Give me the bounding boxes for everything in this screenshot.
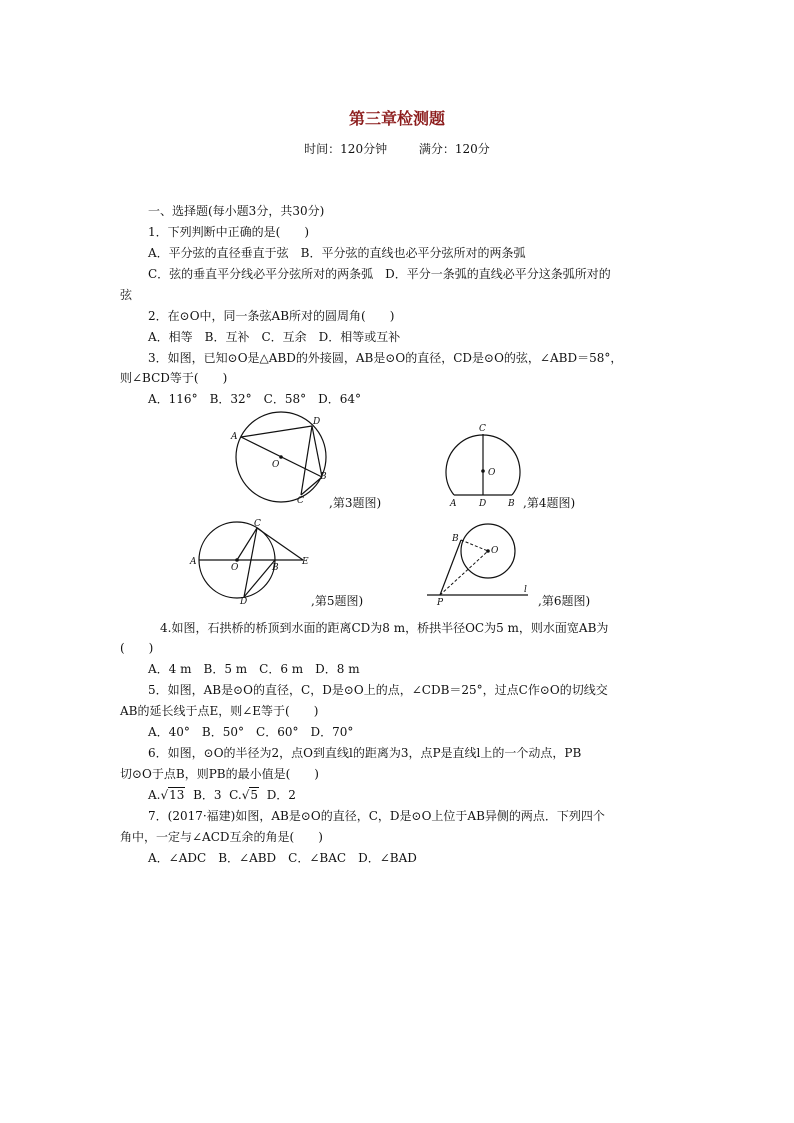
q6-options: A.√13 B．3 C.√5 D．2 xyxy=(148,788,296,802)
q4-stem-1: 4.如图，石拱桥的桥顶到水面的距离CD为8 m，桥拱半径OC为5 m，则水面宽AB为 xyxy=(160,621,609,635)
figure-3 xyxy=(225,412,335,512)
fig3-chord-dc xyxy=(301,426,312,495)
q2-stem: 2．在⊙O中，同一条弦AB所对的圆周角( ) xyxy=(148,309,395,323)
time-limit: 时间：120分钟 xyxy=(304,142,388,156)
fig5-label-a: A xyxy=(190,557,197,567)
q2-options: A．相等 B．互补 C．互余 D．相等或互补 xyxy=(148,330,401,344)
q3-stem-2: 则∠BCD等于( ) xyxy=(120,371,228,385)
q6-stem-1: 6．如图，⊙O的半径为2，点O到直线l的距离为3，点P是直线l上的一个动点，PB xyxy=(148,746,582,760)
fig5-center-dot xyxy=(235,558,239,562)
fig5-label-c: C xyxy=(254,519,261,529)
fig3-label-a: A xyxy=(231,432,238,442)
q1-options-2: C．弦的垂直平分线必平分弦所对的两条弧 D．平分一条弧的直线必平分这条弧所对的 xyxy=(148,267,611,281)
fig5-caption: ,第5题图) xyxy=(311,594,364,608)
fig5-label-d: D xyxy=(240,597,248,607)
q6-option-b: B．3 xyxy=(193,788,222,802)
fig6-tangent-pb xyxy=(440,540,461,595)
q6-option-d: D．2 xyxy=(266,788,296,802)
q5-stem-1: 5．如图，AB是⊙O的直径，C，D是⊙O上的点，∠CDB＝25°，过点C作⊙O的切线交 xyxy=(148,683,608,697)
fig6-caption: ,第6题图) xyxy=(538,594,591,608)
figure-6 xyxy=(425,520,537,606)
fig6-label-l: l xyxy=(524,585,527,595)
q7-stem-2: 角中，一定与∠ACD互余的角是( ) xyxy=(120,830,323,844)
fig4-label-d: D xyxy=(479,499,487,509)
fig5-label-o: O xyxy=(231,563,239,573)
fig4-caption: ,第4题图) xyxy=(523,496,576,510)
q6-option-a-radicand: 13 xyxy=(169,788,185,802)
q5-stem-2: AB的延长线于点E，则∠E等于( ) xyxy=(120,704,319,718)
fig6-segment-po xyxy=(440,551,488,595)
figure-4 xyxy=(445,420,525,512)
q7-options: A．∠ADC B．∠ABD C．∠BAC D．∠BAD xyxy=(148,851,417,865)
page-title: 第三章检测题 xyxy=(348,109,445,128)
q6-option-a: A. xyxy=(148,788,161,802)
time-score-line xyxy=(0,140,794,157)
fig4-label-a: A xyxy=(450,499,457,509)
fig3-chord-db xyxy=(312,426,322,477)
q6-option-c: C. xyxy=(229,788,242,802)
fig3-label-b: B xyxy=(320,472,327,482)
figure-5 xyxy=(188,517,313,605)
fig3-caption: ,第3题图) xyxy=(329,496,382,510)
q3-stem-1: 3．如图，已知⊙O是△ABD的外接圆，AB是⊙O的直径，CD是⊙O的弦，∠ABD＝58°， xyxy=(148,351,623,365)
q1-options-1: A．平分弦的直径垂直于弦 B．平分弦的直线也必平分弦所对的两条弧 xyxy=(148,246,526,260)
fig4-label-b: B xyxy=(508,499,515,509)
fig5-label-e: E xyxy=(302,557,309,567)
fig4-label-o: O xyxy=(488,468,496,478)
fig3-label-c: C xyxy=(297,496,304,506)
fig6-center-dot xyxy=(486,549,490,553)
q7-stem-1: 7．(2017·福建)如图，AB是⊙O的直径，C，D是⊙O上位于AB异侧的两点．下列四个 xyxy=(148,809,605,823)
fig6-label-b: B xyxy=(452,534,459,544)
q5-options: A．40° B．50° C．60° D．70° xyxy=(148,725,354,739)
fig3-chord-cb xyxy=(301,477,322,495)
q6-stem-2: 切⊙O于点B，则PB的最小值是( ) xyxy=(120,767,319,781)
q6-option-c-radicand: 5 xyxy=(250,788,259,802)
fig5-tangent-ce xyxy=(257,528,303,560)
q4-options: A．4 m B．5 m C．6 m D．8 m xyxy=(148,662,360,676)
fig4-center-dot xyxy=(481,469,485,473)
fig3-label-d: D xyxy=(313,417,321,427)
fig6-label-p: P xyxy=(437,598,444,608)
q1-stem: 1．下列判断中正确的是( ) xyxy=(148,225,309,239)
full-score: 满分：120分 xyxy=(418,142,490,156)
fig3-label-o: O xyxy=(272,460,280,470)
q3-options: A．116° B．32° C．58° D．64° xyxy=(148,392,362,406)
fig6-label-o: O xyxy=(491,546,499,556)
fig5-label-b: B xyxy=(272,563,279,573)
fig6-radius-ob xyxy=(461,540,488,551)
section-heading: 一、选择题(每小题3分，共30分) xyxy=(148,204,325,218)
fig3-chord-ad xyxy=(241,426,312,437)
q4-stem-2: ( ) xyxy=(120,641,154,655)
fig3-center-dot xyxy=(279,455,283,459)
q1-options-3: 弦 xyxy=(120,288,133,302)
fig4-label-c: C xyxy=(479,424,486,434)
